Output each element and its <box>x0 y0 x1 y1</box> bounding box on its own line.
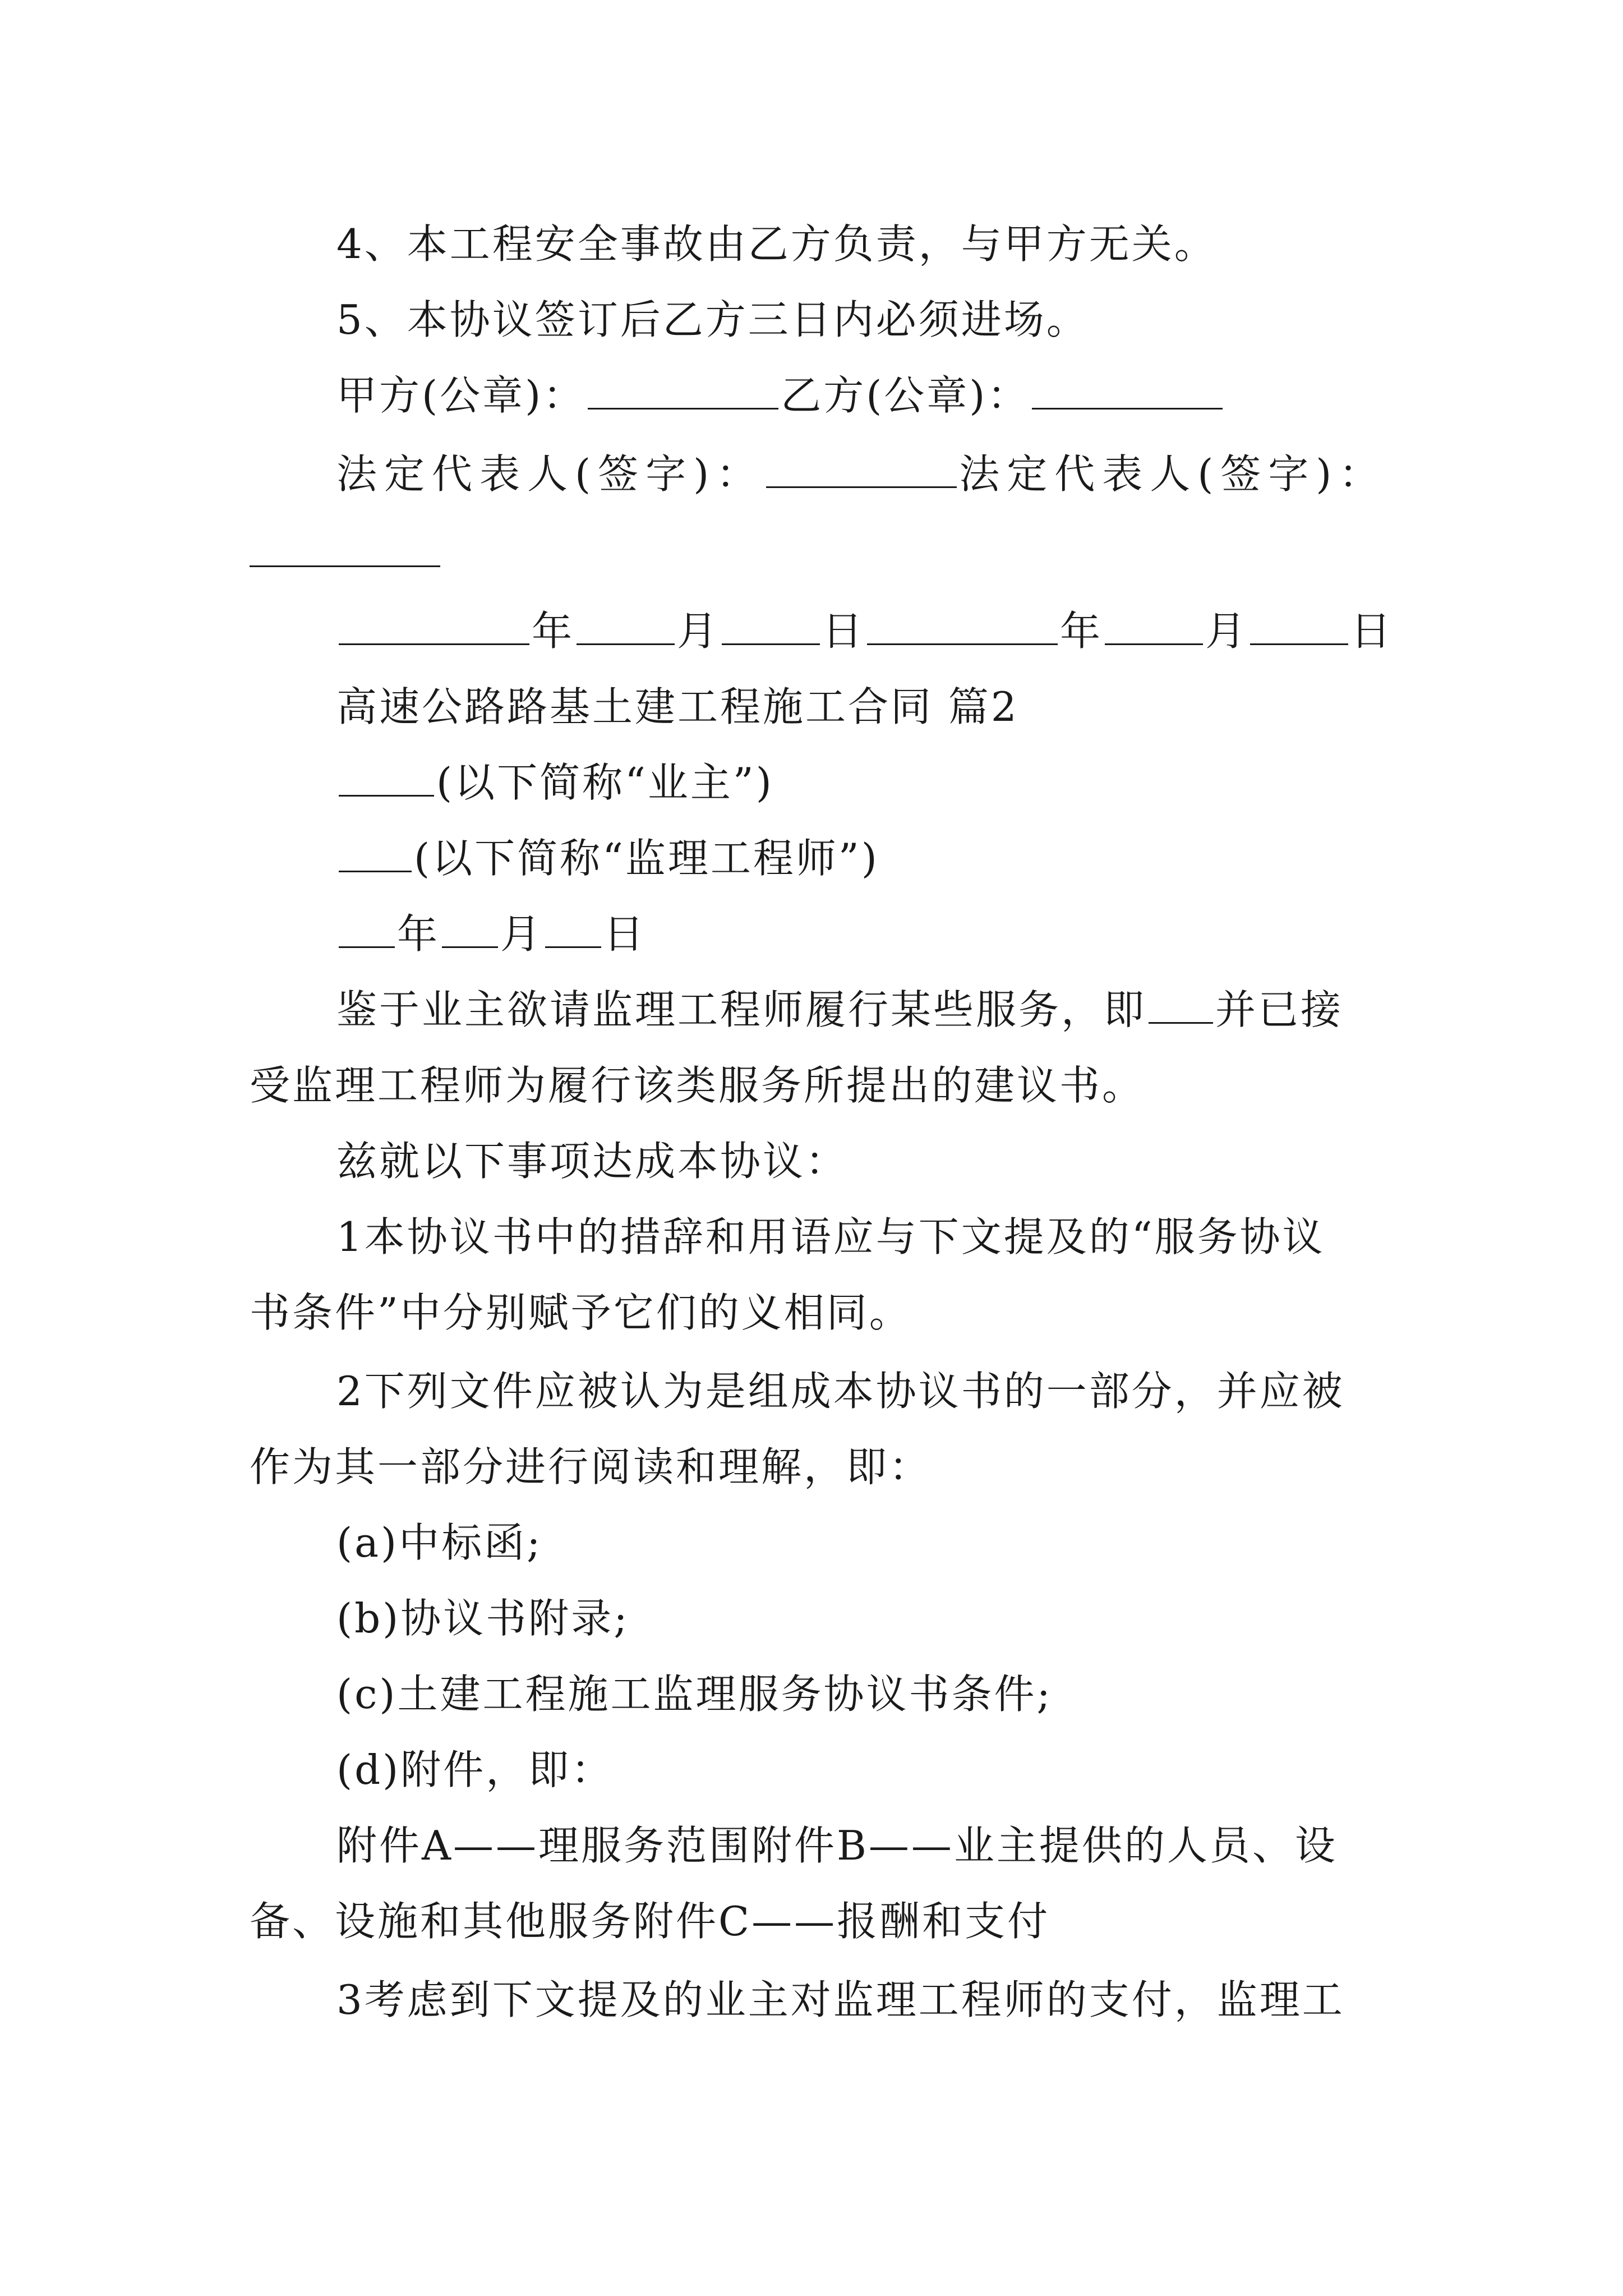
rep-b-label: 法定代表人(签字)： <box>959 450 1387 498</box>
day-a-blank <box>722 609 820 645</box>
engineer-blank <box>339 836 412 872</box>
clause-2-line-2: 作为其一部分进行阅读和理解，即： <box>250 1443 932 1490</box>
agree-line: 兹就以下事项达成本协议： <box>336 1138 849 1185</box>
owner-line <box>336 754 774 811</box>
service-blank <box>1149 987 1213 1024</box>
year-b-label: 年 <box>1060 608 1103 655</box>
agreement-month-blank <box>442 912 498 948</box>
whereas-line-2: 受监理工程师为履行该类服务所提出的建议书。 <box>250 1062 1145 1109</box>
month-b-label: 月 <box>1205 608 1248 655</box>
whereas-text-a: 鉴于业主欲请监理工程师履行某些服务，即 <box>336 986 1147 1033</box>
list-item-b: (b)协议书附录; <box>336 1595 630 1642</box>
agreement-year-label: 年 <box>397 910 440 958</box>
owner-blank <box>339 760 434 797</box>
day-a-label: 日 <box>822 608 865 655</box>
agreement-month-label: 月 <box>500 910 543 958</box>
clause-5: 5、本协议签订后乙方三日内必须进场。 <box>336 296 1089 343</box>
rep-a-label: 法定代表人(签字)： <box>336 450 764 498</box>
representative-line <box>336 446 1386 502</box>
clause-1-line-2: 书条件”中分别赋予它们的义相同。 <box>250 1289 912 1336</box>
agreement-day-label: 日 <box>603 910 647 958</box>
rep-b-blank <box>250 565 440 567</box>
whereas-text-b: 并已接 <box>1215 986 1344 1033</box>
whereas-line-1 <box>336 982 1343 1038</box>
year-b-blank <box>867 609 1058 645</box>
day-b-label: 日 <box>1350 608 1394 655</box>
list-item-a: (a)中标函; <box>336 1519 543 1566</box>
list-item-d: (d)附件，即： <box>336 1746 614 1793</box>
clause-4: 4、本工程安全事故由乙方负责，与甲方无关。 <box>336 220 1217 268</box>
year-a-label: 年 <box>532 608 575 655</box>
rep-a-blank <box>766 452 957 488</box>
clause-1-line-1: 1本协议书中的措辞和用语应与下文提及的“服务协议 <box>336 1213 1325 1260</box>
owner-label: (以下简称“业主”) <box>436 759 774 806</box>
date-line <box>336 603 1393 659</box>
section-heading: 高速公路路基土建工程施工合同 篇2 <box>336 683 1019 730</box>
engineer-label: (以下简称“监理工程师”) <box>414 835 879 882</box>
seal-line <box>336 367 1225 424</box>
party-b-seal-blank <box>1032 373 1223 409</box>
annex-line-1: 附件A——理服务范围附件B——业主提供的人员、设 <box>336 1822 1338 1869</box>
party-a-seal-label: 甲方(公章)： <box>336 372 586 419</box>
month-b-blank <box>1105 609 1203 645</box>
year-a-blank <box>339 609 529 645</box>
month-a-blank <box>577 609 675 645</box>
clause-2-line-1: 2下列文件应被认为是组成本协议书的一部分，并应被 <box>336 1368 1345 1415</box>
agreement-date-line <box>336 906 646 962</box>
annex-line-2: 备、设施和其他服务附件C——报酬和支付 <box>250 1898 1050 1945</box>
list-item-c: (c)土建工程施工监理服务协议书条件; <box>336 1671 1053 1718</box>
day-b-blank <box>1250 609 1348 645</box>
party-a-seal-blank <box>588 373 778 409</box>
month-a-label: 月 <box>677 608 720 655</box>
engineer-line <box>336 830 879 886</box>
agreement-year-blank <box>339 912 395 948</box>
clause-3-line-1: 3考虑到下文提及的业主对监理工程师的支付，监理工 <box>336 1976 1345 2023</box>
agreement-day-blank <box>545 912 601 948</box>
party-b-seal-label: 乙方(公章)： <box>781 372 1030 419</box>
